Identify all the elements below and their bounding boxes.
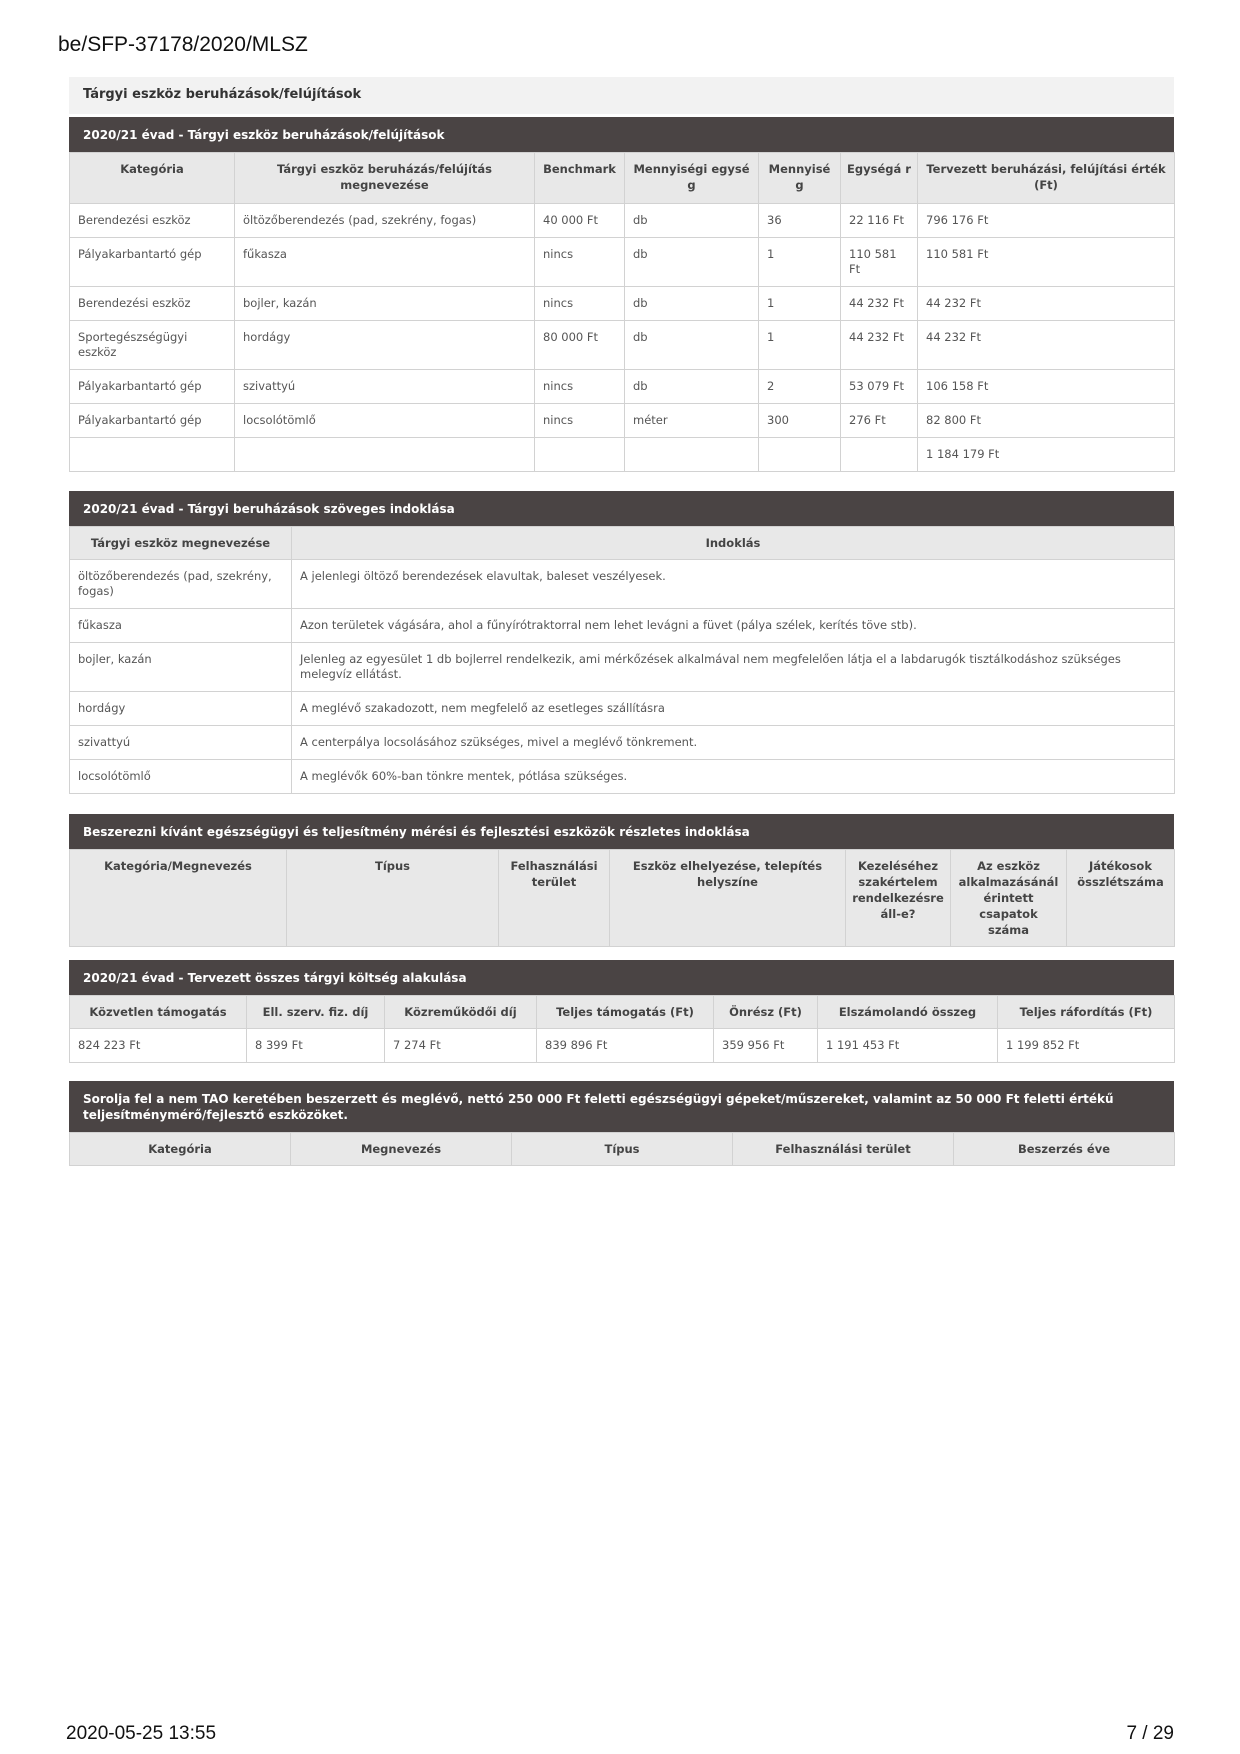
cell: 2 (759, 370, 841, 404)
col-header: Eszköz elhelyezése, telepítés helyszíne (610, 850, 846, 947)
cell: 22 116 Ft (841, 204, 918, 238)
cell: 1 (759, 321, 841, 370)
cell (759, 438, 841, 472)
cell: 8 399 Ft (247, 1029, 385, 1063)
col-header: Ell. szerv. fiz. díj (247, 996, 385, 1029)
health-devices-header-row (70, 850, 1175, 947)
total-costs-header-row (70, 996, 1175, 1029)
section-total-costs-title: 2020/21 évad - Tervezett összes tárgyi költség alakulása (69, 960, 1174, 995)
section-total-costs (69, 960, 1174, 1063)
cell: fűkasza (70, 609, 292, 643)
cell: öltözőberendezés (pad, szekrény, fogas) (235, 204, 535, 238)
cell: 1 (759, 287, 841, 321)
col-header: Közreműködői díj (385, 996, 537, 1029)
col-header: Önrész (Ft) (714, 996, 818, 1029)
non-tao-devices-table (69, 1132, 1175, 1166)
cell: A jelenlegi öltöző berendezések elavultak, baleset veszélyesek. (292, 560, 1175, 609)
cell: 276 Ft (841, 404, 918, 438)
section-investments-title: 2020/21 évad - Tárgyi eszköz beruházások/felújítások (69, 117, 1174, 152)
col-header: Játékosok összlétszáma (1067, 850, 1175, 947)
col-header: Tárgyi eszköz megnevezése (70, 527, 292, 560)
justification-table (69, 526, 1175, 794)
cell: bojler, kazán (235, 287, 535, 321)
cell: nincs (535, 404, 625, 438)
cell: Berendezési eszköz (70, 287, 235, 321)
col-header: Tervezett beruházási, felújítási érték (Ft) (918, 153, 1175, 204)
cell: Azon területek vágására, ahol a fűnyírótraktorral nem lehet levágni a füvet (pálya szélek, kerítés töve stb). (292, 609, 1175, 643)
table-row (70, 287, 1175, 321)
non-tao-header-row (70, 1133, 1175, 1166)
cell: 36 (759, 204, 841, 238)
col-header: Benchmark (535, 153, 625, 204)
cell (625, 438, 759, 472)
col-header: Típus (512, 1133, 733, 1166)
total-costs-table (69, 995, 1175, 1063)
cell: szivattyú (70, 726, 292, 760)
cell: Berendezési eszköz (70, 204, 235, 238)
investments-table (69, 152, 1175, 472)
cell: szivattyú (235, 370, 535, 404)
investments-header-row (70, 153, 1175, 204)
cell (841, 438, 918, 472)
col-header: Mennyiségi egysé g (625, 153, 759, 204)
cell: 300 (759, 404, 841, 438)
cell: 44 232 Ft (841, 321, 918, 370)
cell: nincs (535, 238, 625, 287)
section-non-tao-devices (69, 1081, 1174, 1166)
table-row (70, 560, 1175, 609)
page-number: 7 / 29 (1126, 1723, 1174, 1744)
col-header: Beszerzés éve (954, 1133, 1175, 1166)
cell: Jelenleg az egyesület 1 db bojlerrel rendelkezik, ami mérkőzések alkalmával nem megfelelően látja el a labdarugók tisztálkodáshoz szükséges melegvíz ellátást. (292, 643, 1175, 692)
section-investments (69, 117, 1174, 472)
table-row (70, 726, 1175, 760)
col-header: Közvetlen támogatás (70, 996, 247, 1029)
cell: 80 000 Ft (535, 321, 625, 370)
cell: Sportegészségügyi eszköz (70, 321, 235, 370)
document-id: be/SFP-37178/2020/MLSZ (58, 33, 308, 56)
cell: 110 581 Ft (918, 238, 1175, 287)
col-header: Kategória (70, 1133, 291, 1166)
table-row (70, 609, 1175, 643)
cell: fűkasza (235, 238, 535, 287)
cell: Pályakarbantartó gép (70, 370, 235, 404)
cell: 44 232 Ft (841, 287, 918, 321)
cell: Pályakarbantartó gép (70, 238, 235, 287)
col-header: Elszámolandó összeg (818, 996, 998, 1029)
cell: 82 800 Ft (918, 404, 1175, 438)
cell: 1 (759, 238, 841, 287)
table-row (70, 404, 1175, 438)
table-row (70, 238, 1175, 287)
cell: 110 581 Ft (841, 238, 918, 287)
cell: hordágy (70, 692, 292, 726)
cell: 824 223 Ft (70, 1029, 247, 1063)
health-devices-table (69, 849, 1175, 947)
table-row (70, 370, 1175, 404)
section-justification (69, 491, 1174, 794)
cell: 40 000 Ft (535, 204, 625, 238)
cell: 359 956 Ft (714, 1029, 818, 1063)
justification-header-row (70, 527, 1175, 560)
cell: 796 176 Ft (918, 204, 1175, 238)
cell: db (625, 287, 759, 321)
cell: db (625, 321, 759, 370)
cell: A meglévők 60%-ban tönkre mentek, pótlása szükséges. (292, 760, 1175, 794)
col-header: Megnevezés (291, 1133, 512, 1166)
table-row (70, 760, 1175, 794)
cell: nincs (535, 287, 625, 321)
section-health-devices (69, 814, 1174, 947)
cell: db (625, 238, 759, 287)
cell: 1 199 852 Ft (998, 1029, 1175, 1063)
cell: locsolótömlő (235, 404, 535, 438)
cell: 106 158 Ft (918, 370, 1175, 404)
cell: db (625, 370, 759, 404)
cell: locsolótömlő (70, 760, 292, 794)
cell: 839 896 Ft (537, 1029, 714, 1063)
cell: öltözőberendezés (pad, szekrény, fogas) (70, 560, 292, 609)
col-header: Felhasználási terület (733, 1133, 954, 1166)
table-row (70, 643, 1175, 692)
cell: 1 191 453 Ft (818, 1029, 998, 1063)
cell: Pályakarbantartó gép (70, 404, 235, 438)
col-header: Teljes ráfordítás (Ft) (998, 996, 1175, 1029)
main-title: Tárgyi eszköz beruházások/felújítások (69, 77, 1174, 114)
cell: 44 232 Ft (918, 287, 1175, 321)
cell: nincs (535, 370, 625, 404)
section-non-tao-devices-title: Sorolja fel a nem TAO keretében beszerzett és meglévő, nettó 250 000 Ft feletti egészségügyi gépeket/műszereket, valamint az 50 000 Ft feletti értékű teljesítménymérő/fejlesztő eszközöket. (69, 1081, 1174, 1132)
total-value: 1 184 179 Ft (918, 438, 1175, 472)
col-header: Típus (287, 850, 499, 947)
col-header: Kezeléséhez szakértelem rendelkezésre áll-e? (846, 850, 951, 947)
col-header: Mennyisé g (759, 153, 841, 204)
cell: bojler, kazán (70, 643, 292, 692)
col-header: Egységá r (841, 153, 918, 204)
cell: hordágy (235, 321, 535, 370)
table-row (70, 1029, 1175, 1063)
cell: 53 079 Ft (841, 370, 918, 404)
cell: A meglévő szakadozott, nem megfelelő az esetleges szállításra (292, 692, 1175, 726)
cell (535, 438, 625, 472)
col-header: Indoklás (292, 527, 1175, 560)
cell: A centerpálya locsolásához szükséges, mivel a meglévő tönkrement. (292, 726, 1175, 760)
col-header: Az eszköz alkalmazásánál érintett csapatok száma (951, 850, 1067, 947)
col-header: Kategória (70, 153, 235, 204)
section-health-devices-title: Beszerezni kívánt egészségügyi és teljesítmény mérési és fejlesztési eszközök részletes indoklása (69, 814, 1174, 849)
table-row (70, 204, 1175, 238)
table-row (70, 321, 1175, 370)
col-header: Teljes támogatás (Ft) (537, 996, 714, 1029)
cell: méter (625, 404, 759, 438)
col-header: Kategória/Megnevezés (70, 850, 287, 947)
col-header: Felhasználási terület (499, 850, 610, 947)
cell: 44 232 Ft (918, 321, 1175, 370)
cell: db (625, 204, 759, 238)
table-row (70, 692, 1175, 726)
cell: 7 274 Ft (385, 1029, 537, 1063)
section-justification-title: 2020/21 évad - Tárgyi beruházások szöveges indoklása (69, 491, 1174, 526)
col-header: Tárgyi eszköz beruházás/felújítás megnevezése (235, 153, 535, 204)
total-row (70, 438, 1175, 472)
cell (235, 438, 535, 472)
footer-date: 2020-05-25 13:55 (66, 1723, 217, 1744)
cell (70, 438, 235, 472)
